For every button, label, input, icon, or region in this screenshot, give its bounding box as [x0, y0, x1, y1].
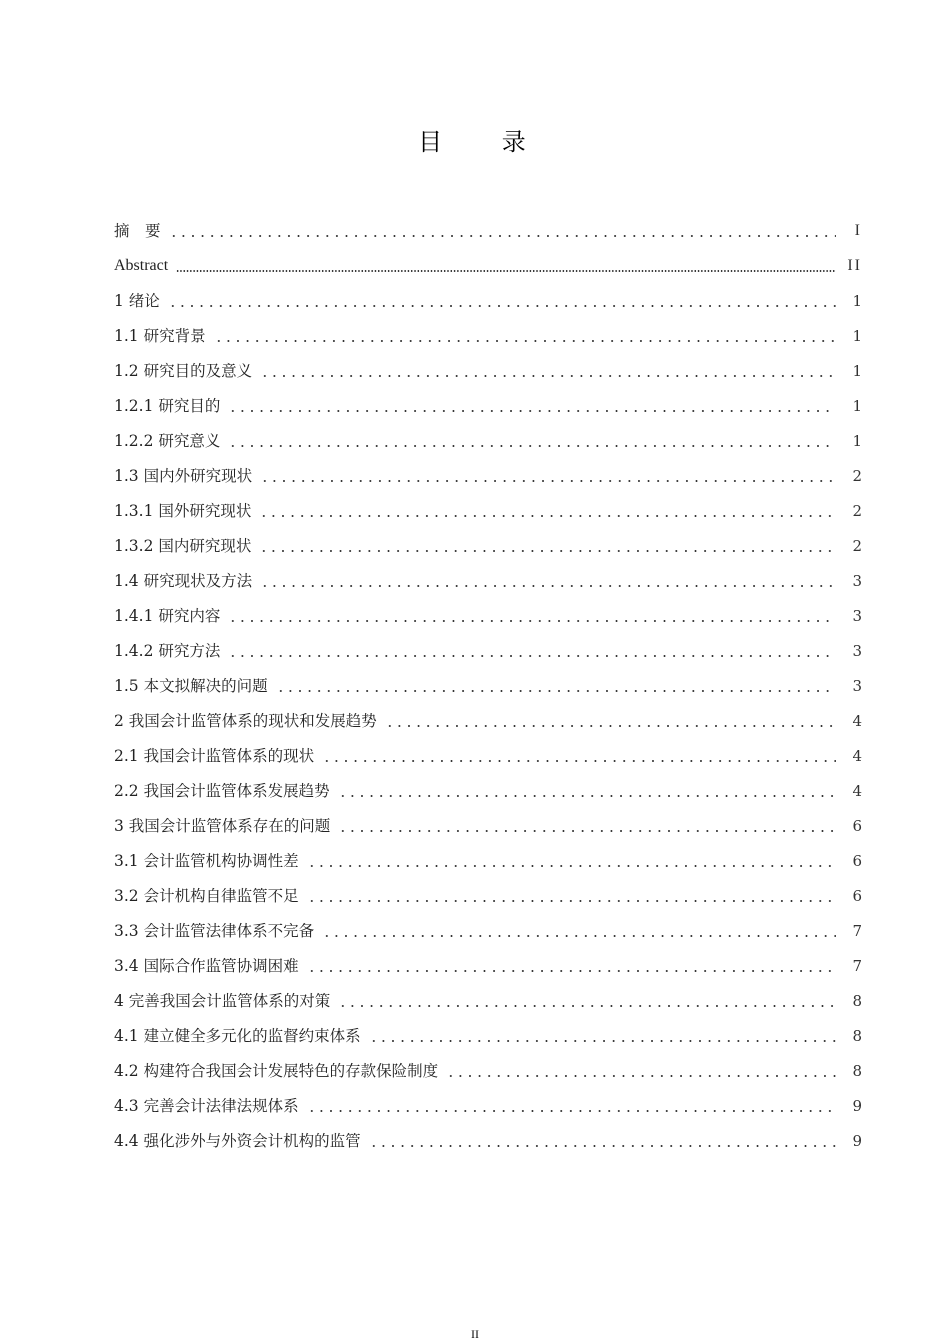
toc-entry-abstract-cn[interactable] [114, 213, 862, 248]
dot-leader [176, 256, 836, 276]
dot-leader [228, 606, 836, 626]
toc-entry-label: 2 我国会计监管体系的现状和发展趋势 [114, 711, 385, 731]
toc-entry-page: 1 [852, 326, 862, 345]
toc-entry-page: I [854, 221, 862, 239]
toc-entry-page: 2 [852, 501, 862, 520]
toc-entry[interactable] [114, 1018, 862, 1053]
toc-entry-page: 7 [852, 921, 862, 940]
dot-leader [307, 956, 836, 976]
toc-entry-label: 1.4 研究现状及方法 [114, 571, 260, 591]
toc-entry-page: 8 [852, 991, 862, 1010]
toc-entry[interactable] [114, 1088, 862, 1123]
toc-entry[interactable] [114, 318, 862, 353]
toc-entry[interactable] [114, 598, 862, 633]
toc-entry-label: 3.2 会计机构自律监管不足 [114, 886, 307, 906]
toc-entry-page: 6 [852, 816, 862, 835]
toc-entry-label: 摘 要 [114, 221, 169, 241]
toc-entry-page: II [847, 256, 862, 274]
toc-entry-page: 1 [852, 291, 862, 310]
toc-entry[interactable] [114, 913, 862, 948]
dot-leader [169, 221, 836, 241]
toc-entry-label: 1 绪论 [114, 291, 168, 311]
toc-entry-label: 3.4 国际合作监管协调困难 [114, 956, 307, 976]
toc-entry-page: 9 [852, 1096, 862, 1115]
toc-entry-label: 3 我国会计监管体系存在的问题 [114, 816, 338, 836]
toc-entry-label: 4 完善我国会计监管体系的对策 [114, 991, 338, 1011]
dot-leader [214, 326, 836, 346]
toc-entry-page: 6 [852, 886, 862, 905]
toc-entry[interactable] [114, 738, 862, 773]
toc-entry-page: 3 [852, 641, 862, 660]
toc-entry-page: 1 [852, 431, 862, 450]
dot-leader [307, 886, 836, 906]
dot-leader [338, 816, 836, 836]
toc-entry-page: 2 [852, 536, 862, 555]
dot-leader [385, 711, 836, 731]
toc-entry-label: 2.1 我国会计监管体系的现状 [114, 746, 322, 766]
page-number: II [471, 1327, 479, 1341]
toc-entry-label: 3.1 会计监管机构协调性差 [114, 851, 307, 871]
toc-entry-page: 3 [852, 606, 862, 625]
toc-entry-label: 4.2 构建符合我国会计发展特色的存款保险制度 [114, 1061, 446, 1081]
toc-entry-abstract-en[interactable] [114, 248, 862, 283]
dot-leader [369, 1026, 836, 1046]
dot-leader [228, 396, 836, 416]
toc-entry-page: 7 [852, 956, 862, 975]
dot-leader [259, 536, 836, 556]
dot-leader [228, 431, 836, 451]
toc-entry[interactable] [114, 528, 862, 563]
toc-entry-label: 1.2.2 研究意义 [114, 431, 228, 451]
toc-entry-page: 1 [852, 396, 862, 415]
toc-entry[interactable] [114, 423, 862, 458]
toc-entry[interactable] [114, 458, 862, 493]
dot-leader [307, 1096, 836, 1116]
toc-entry-label: 4.3 完善会计法律法规体系 [114, 1096, 307, 1116]
toc-entry-page: 1 [852, 361, 862, 380]
dot-leader [307, 851, 836, 871]
toc-entry-page: 9 [852, 1131, 862, 1150]
toc-entry-label: 1.3.1 国外研究现状 [114, 501, 259, 521]
toc-entry[interactable] [114, 948, 862, 983]
dot-leader [338, 991, 836, 1011]
toc-entry[interactable] [114, 1123, 862, 1158]
toc-entry-page: 8 [852, 1026, 862, 1045]
dot-leader [446, 1061, 836, 1081]
toc-entry-label: 1.1 研究背景 [114, 326, 214, 346]
toc-entry-page: 4 [852, 711, 862, 730]
toc-entry-label: 4.4 强化涉外与外资会计机构的监管 [114, 1131, 369, 1151]
table-of-contents [114, 213, 862, 1158]
page-title: 目 录 [418, 128, 552, 156]
dot-leader [260, 571, 836, 591]
toc-entry[interactable] [114, 633, 862, 668]
dot-leader [322, 746, 836, 766]
toc-entry[interactable] [114, 493, 862, 528]
toc-entry[interactable] [114, 878, 862, 913]
toc-entry-page: 4 [852, 746, 862, 765]
dot-leader [369, 1131, 836, 1151]
dot-leader [260, 466, 836, 486]
dot-leader [338, 781, 836, 801]
dot-leader [276, 676, 836, 696]
dot-leader [322, 921, 836, 941]
toc-entry[interactable] [114, 1053, 862, 1088]
toc-entry-page: 3 [852, 676, 862, 695]
dot-leader [228, 641, 836, 661]
toc-entry[interactable] [114, 843, 862, 878]
toc-entry-label: 1.5 本文拟解决的问题 [114, 676, 276, 696]
toc-entry[interactable] [114, 668, 862, 703]
toc-entry-label: 1.2.1 研究目的 [114, 396, 228, 416]
toc-entry-label: 1.4.1 研究内容 [114, 606, 228, 626]
toc-entry-page: 4 [852, 781, 862, 800]
toc-entry[interactable] [114, 983, 862, 1018]
toc-entry-label: 1.2 研究目的及意义 [114, 361, 260, 381]
toc-entry-label: 4.1 建立健全多元化的监督约束体系 [114, 1026, 369, 1046]
toc-entry[interactable] [114, 703, 862, 738]
toc-entry-label: 1.4.2 研究方法 [114, 641, 228, 661]
dot-leader [259, 501, 836, 521]
toc-entry-label: 3.3 会计监管法律体系不完备 [114, 921, 322, 941]
toc-entry-label: 1.3.2 国内研究现状 [114, 536, 259, 556]
toc-entry-label: Abstract [114, 256, 176, 276]
toc-entry[interactable] [114, 388, 862, 423]
toc-entry-page: 8 [852, 1061, 862, 1080]
toc-entry[interactable] [114, 773, 862, 808]
toc-entry[interactable] [114, 353, 862, 388]
toc-entry[interactable] [114, 808, 862, 843]
toc-entry[interactable] [114, 283, 862, 318]
toc-entry-label: 2.2 我国会计监管体系发展趋势 [114, 781, 338, 801]
toc-entry[interactable] [114, 563, 862, 598]
dot-leader [260, 361, 836, 381]
toc-entry-page: 2 [852, 466, 862, 485]
dot-leader [168, 291, 836, 311]
toc-entry-label: 1.3 国内外研究现状 [114, 466, 260, 486]
toc-entry-page: 3 [852, 571, 862, 590]
toc-entry-page: 6 [852, 851, 862, 870]
